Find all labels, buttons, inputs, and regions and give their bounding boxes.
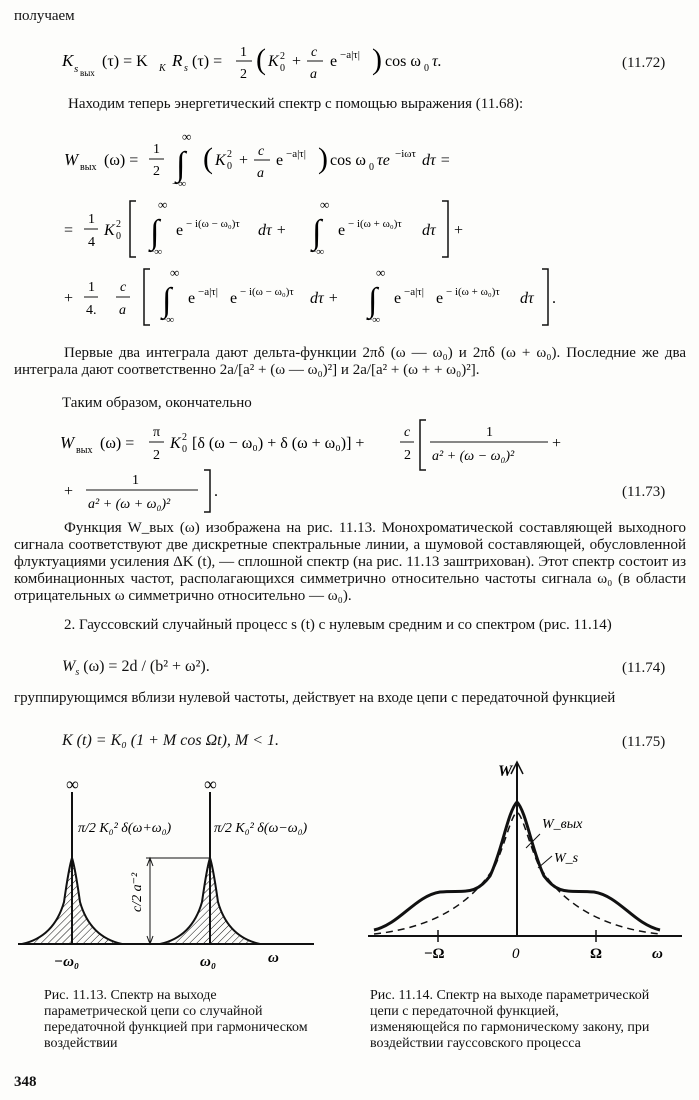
svg-text:1: 1 <box>88 280 95 295</box>
svg-text:∫: ∫ <box>162 282 172 319</box>
svg-text:1: 1 <box>132 473 139 488</box>
svg-text:(: ( <box>203 142 213 175</box>
equation-number: (11.72) <box>622 55 666 71</box>
svg-text:dτ +: dτ + <box>258 222 287 239</box>
paragraph-4: Функция W_вых (ω) изображена на рис. 11.13. Монохроматической составляющей выходного сигнала соответствуют две дискретные спектральные линии, а шумовой составляющей, обусловленной флуктуациями усиления ΔK (t), — сплошной спектр (на рис. 11.13 заштрихован). Этот спектр состоит из комбинационных частот, располагающихся симметрично относительно частоты сигнала ω₀ (в области отрицательных ω симметрично относительно — ω₀). <box>14 520 686 604</box>
svg-text:0: 0 <box>182 444 187 455</box>
svg-text:a² + (ω − ω₀)²: a² + (ω − ω₀)² <box>432 449 515 464</box>
svg-text:dτ =: dτ = <box>422 152 451 169</box>
paragraph-3: Таким образом, окончательно <box>62 395 252 411</box>
svg-text:+: + <box>552 435 562 452</box>
svg-text:a² + (ω + ω₀)²: a² + (ω + ω₀)² <box>88 497 171 512</box>
figure-11-13 <box>14 772 334 982</box>
output-curve-label: W_вых <box>542 817 583 832</box>
svg-text:∞: ∞ <box>182 129 192 144</box>
svg-text:[δ (ω − ω₀) + δ (ω + ω₀)] +: [δ (ω − ω₀) + δ (ω + ω₀)] + <box>192 435 365 452</box>
x-axis-label: ω <box>652 946 663 962</box>
svg-text:(τ) = K: (τ) = K <box>102 53 148 70</box>
equation-number: (11.75) <box>622 734 666 750</box>
svg-text:−a|τ|: −a|τ| <box>340 49 360 61</box>
right-delta-label: π/2 K₀² δ(ω−ω₀) <box>214 821 308 836</box>
svg-text:∫: ∫ <box>312 214 322 251</box>
svg-text:W: W <box>64 150 79 169</box>
svg-text:e: e <box>330 53 338 70</box>
svg-text:(τ) =: (τ) = <box>192 53 223 70</box>
svg-text:e: e <box>436 290 444 307</box>
page-number: 348 <box>14 1074 37 1090</box>
input-curve-label: W_s <box>554 851 579 866</box>
svg-text:K: K <box>170 435 181 452</box>
equation-11-73 <box>58 414 578 514</box>
svg-text:−∞: −∞ <box>160 314 175 326</box>
svg-text:e: e <box>394 290 402 307</box>
svg-text:2: 2 <box>116 219 121 230</box>
svg-text:=: = <box>64 222 74 239</box>
svg-text:.: . <box>552 290 556 307</box>
x-axis-label: ω <box>268 950 279 966</box>
svg-text:K: K <box>104 222 115 239</box>
equation-11-75: K (t) = K₀ (1 + M cos Ωt), M < 1. <box>62 732 280 749</box>
svg-text:−∞: −∞ <box>366 314 381 326</box>
svg-text:cos ω: cos ω <box>330 152 366 169</box>
equation-11-74 <box>62 658 210 678</box>
svg-text:2: 2 <box>404 448 411 463</box>
paragraph-2: Первые два интеграла дают дельта-функции 2πδ (ω — ω₀) и 2πδ (ω + ω₀). Последние же два интеграла дают соответственно 2a/[a² + (ω — ω₀)²] и 2a/[a² + (ω + + ω₀)²]. <box>14 345 686 378</box>
x-tick-neg: −Ω <box>424 946 445 962</box>
equation-number: (11.74) <box>622 660 666 676</box>
svg-text:cos ω: cos ω <box>385 53 421 70</box>
svg-text:− i(ω − ω₀)τ: − i(ω − ω₀)τ <box>240 286 294 298</box>
svg-text:(ω) =: (ω) = <box>100 435 135 452</box>
svg-text:e: e <box>276 152 284 169</box>
svg-text:c: c <box>311 45 318 60</box>
svg-text:e: e <box>176 222 184 239</box>
svg-text:1: 1 <box>240 45 247 60</box>
svg-text:dτ: dτ <box>422 222 436 239</box>
height-label: c/2 a⁻² <box>130 872 145 912</box>
svg-text:вых: вых <box>76 445 93 456</box>
paragraph-6: группирующимся вблизи нулевой частоты, действует на входе цепи с передаточной функцией <box>14 690 616 706</box>
svg-text:−∞: −∞ <box>148 246 163 258</box>
eq-11-74-sub: s <box>75 667 80 679</box>
svg-text:+: + <box>292 53 302 70</box>
svg-text:∞: ∞ <box>170 265 180 280</box>
svg-text:): ) <box>372 43 382 76</box>
x-tick-pos: Ω <box>590 946 603 962</box>
svg-text:−iωτ: −iωτ <box>395 148 416 160</box>
svg-text:dτ +: dτ + <box>310 290 339 307</box>
svg-text:4: 4 <box>88 235 95 250</box>
svg-text:c: c <box>258 144 265 159</box>
svg-text:π: π <box>153 425 161 440</box>
figure-11-13-caption: Рис. 11.13. Спектр на выходе параметрической цепи со случайной передаточной функцией при гармоническом воздействии <box>44 988 308 1051</box>
svg-text:вых: вых <box>80 68 95 78</box>
svg-text:.: . <box>214 483 218 500</box>
x-tick-zero: 0 <box>512 946 520 962</box>
svg-text:a: a <box>310 67 317 82</box>
svg-text:s: s <box>74 63 79 75</box>
paragraph-5: 2. Гауссовский случайный процесс s (t) с нулевым средним и со спектром (рис. 11.14) <box>64 617 612 633</box>
svg-text:4.: 4. <box>86 303 97 318</box>
left-delta-label: π/2 K₀² δ(ω+ω₀) <box>78 821 172 836</box>
eq-11-74-rest: (ω) = 2d / (b² + ω²). <box>83 658 210 675</box>
svg-text:c: c <box>404 425 411 440</box>
svg-text:∫: ∫ <box>368 282 378 319</box>
svg-text:a: a <box>119 303 126 318</box>
svg-text:− i(ω − ω₀)τ: − i(ω − ω₀)τ <box>186 218 240 230</box>
svg-text:): ) <box>318 142 328 175</box>
figure-11-14-caption: Рис. 11.14. Спектр на выходе параметрической цепи с передаточной функцией, изменяющейся по гармоническому закону, при воздействии гауссовского процесса <box>370 988 650 1051</box>
svg-text:2: 2 <box>280 51 285 62</box>
svg-text:− i(ω + ω₀)τ: − i(ω + ω₀)τ <box>348 218 402 230</box>
svg-text:+: + <box>454 222 464 239</box>
svg-text:−a|τ|: −a|τ| <box>286 148 306 160</box>
svg-text:∞: ∞ <box>376 265 386 280</box>
svg-text:a: a <box>257 166 264 181</box>
svg-text:∞: ∞ <box>320 197 330 212</box>
svg-text:0: 0 <box>116 231 121 242</box>
eq-11-74-symbol: W <box>62 658 76 675</box>
equation-11-72-graphic <box>60 36 480 88</box>
svg-text:0: 0 <box>280 63 285 74</box>
svg-text:∞: ∞ <box>158 197 168 212</box>
svg-text:W: W <box>60 433 75 452</box>
svg-text:0: 0 <box>227 161 232 172</box>
svg-text:1: 1 <box>153 142 160 157</box>
svg-text:+: + <box>64 290 74 307</box>
left-infinity-label: ∞ <box>66 774 79 794</box>
svg-text:K: K <box>215 152 226 169</box>
svg-text:e: e <box>230 290 238 307</box>
svg-text:−a|τ|: −a|τ| <box>198 286 218 298</box>
svg-text:1: 1 <box>486 425 493 440</box>
svg-text:2: 2 <box>153 448 160 463</box>
svg-text:2: 2 <box>227 149 232 160</box>
svg-text:0: 0 <box>424 63 429 74</box>
paragraph-1: Находим теперь энергетический спектр с помощью выражения (11.68): <box>68 96 524 112</box>
svg-text:K: K <box>268 53 279 70</box>
y-axis-label: W <box>498 763 513 780</box>
figure-11-14 <box>360 756 690 976</box>
svg-text:вых: вых <box>80 162 97 173</box>
right-infinity-label: ∞ <box>204 774 217 794</box>
svg-text:τe: τe <box>377 152 390 169</box>
svg-text:2: 2 <box>153 164 160 179</box>
svg-text:∫: ∫ <box>176 146 186 183</box>
equation-number: (11.73) <box>622 484 666 500</box>
svg-text:s: s <box>184 63 188 74</box>
svg-text:1: 1 <box>88 212 95 227</box>
x-tick-pos: ω₀ <box>200 954 217 970</box>
svg-text:R: R <box>172 51 183 70</box>
svg-text:e: e <box>338 222 346 239</box>
svg-text:2: 2 <box>182 432 187 443</box>
svg-text:e: e <box>188 290 196 307</box>
svg-text:− i(ω + ω₀)τ: − i(ω + ω₀)τ <box>446 286 500 298</box>
svg-text:−∞: −∞ <box>310 246 325 258</box>
svg-text:∫: ∫ <box>150 214 160 251</box>
svg-text:K: K <box>62 51 74 70</box>
x-tick-neg: −ω₀ <box>54 954 80 970</box>
svg-text:+: + <box>239 152 249 169</box>
svg-text:dτ: dτ <box>520 290 534 307</box>
svg-text:K: K <box>159 63 166 74</box>
svg-text:c: c <box>120 280 127 295</box>
intro-text: получаем <box>14 8 75 24</box>
svg-text:τ.: τ. <box>432 53 442 70</box>
svg-text:(ω) =: (ω) = <box>104 152 139 169</box>
svg-text:+: + <box>64 483 74 500</box>
svg-text:−∞: −∞ <box>172 178 187 190</box>
svg-text:2: 2 <box>240 67 247 82</box>
equation-energy-spectrum <box>58 125 618 335</box>
svg-text:(: ( <box>256 43 266 76</box>
svg-text:0: 0 <box>369 162 374 173</box>
svg-text:−a|τ|: −a|τ| <box>404 286 424 298</box>
